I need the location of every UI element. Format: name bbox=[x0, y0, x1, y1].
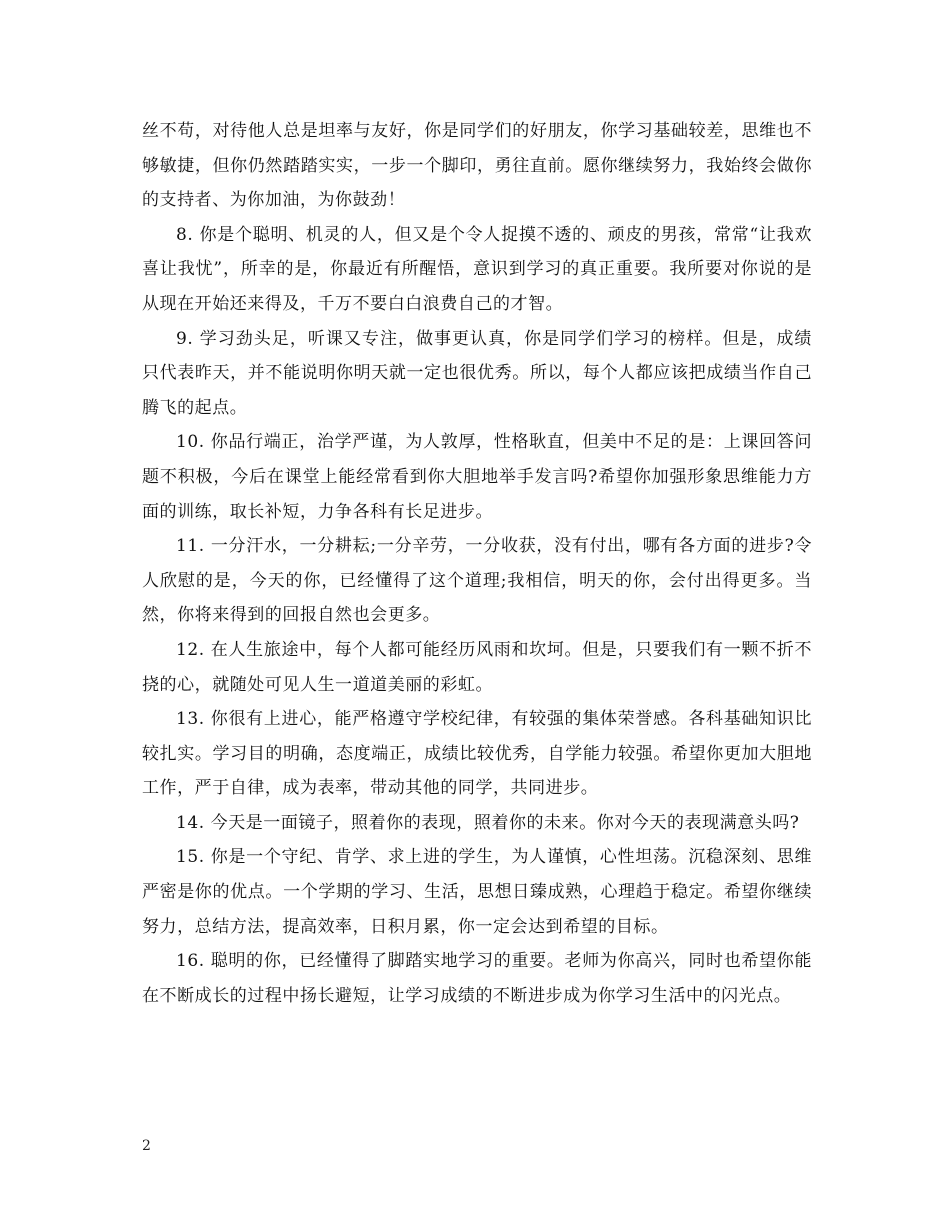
page-number: 2 bbox=[142, 1138, 151, 1154]
paragraph-item-12: 12. 在人生旅途中，每个人都可能经历风雨和坎坷。但是，只要我们有一颗不折不挠的心，就随处可见人生一道道美丽的彩虹。 bbox=[142, 639, 812, 695]
paragraph-item-8: 8. 你是个聪明、机灵的人，但又是个令人捉摸不透的、顽皮的男孩，常常“让我欢喜让我忧”，所幸的是，你最近有所醒悟，意识到学习的真正重要。我所要对你说的是从现在开始还来得及，千万不要白白浪费自己的才智。 bbox=[142, 224, 812, 314]
paragraph-item-10: 10. 你品行端正，治学严谨，为人敦厚，性格耿直，但美中不足的是：上课回答问题不积极，今后在课堂上能经常看到你大胆地举手发言吗?希望你加强形象思维能力方面的训练，取长补短，力争各科有长足进步。 bbox=[142, 432, 812, 522]
paragraph-item-13: 13. 你很有上进心，能严格遵守学校纪律，有较强的集体荣誉感。各科基础知识比较扎实。学习目的明确，态度端正，成绩比较优秀，自学能力较强。希望你更加大胆地工作，严于自律，成为表率，带动其他的同学，共同进步。 bbox=[142, 709, 812, 799]
paragraph-item-9: 9. 学习劲头足，听课又专注，做事更认真，你是同学们学习的榜样。但是，成绩只代表昨天，并不能说明你明天就一定也很优秀。所以，每个人都应该把成绩当作自己腾飞的起点。 bbox=[142, 328, 812, 418]
document-body bbox=[142, 114, 812, 1013]
paragraph-continuation: 丝不苟，对待他人总是坦率与友好，你是同学们的好朋友，你学习基础较差，思维也不够敏捷，但你仍然踏踏实实，一步一个脚印，勇往直前。愿你继续努力，我始终会做你的支持者、为你加油，为你鼓劲！ bbox=[142, 121, 812, 211]
paragraph-item-15: 15. 你是一个守纪、肯学、求上进的学生，为人谨慎，心性坦荡。沉稳深刻、思维严密是你的优点。一个学期的学习、生活，思想日臻成熟，心理趋于稳定。希望你继续努力，总结方法，提高效率，日积月累，你一定会达到希望的目标。 bbox=[142, 847, 812, 937]
paragraph-item-16: 16. 聪明的你，已经懂得了脚踏实地学习的重要。老师为你高兴，同时也希望你能在不断成长的过程中扬长避短，让学习成绩的不断进步成为你学习生活中的闪光点。 bbox=[142, 951, 812, 1006]
paragraph-item-11: 11. 一分汗水，一分耕耘;一分辛劳，一分收获，没有付出，哪有各方面的进步?令人欣慰的是，今天的你，已经懂得了这个道理;我相信，明天的你，会付出得更多。当然，你将来得到的回报自然也会更多。 bbox=[142, 536, 812, 626]
paragraph-item-14: 14. 今天是一面镜子，照着你的表现，照着你的未来。你对今天的表现满意头吗? bbox=[176, 812, 800, 833]
